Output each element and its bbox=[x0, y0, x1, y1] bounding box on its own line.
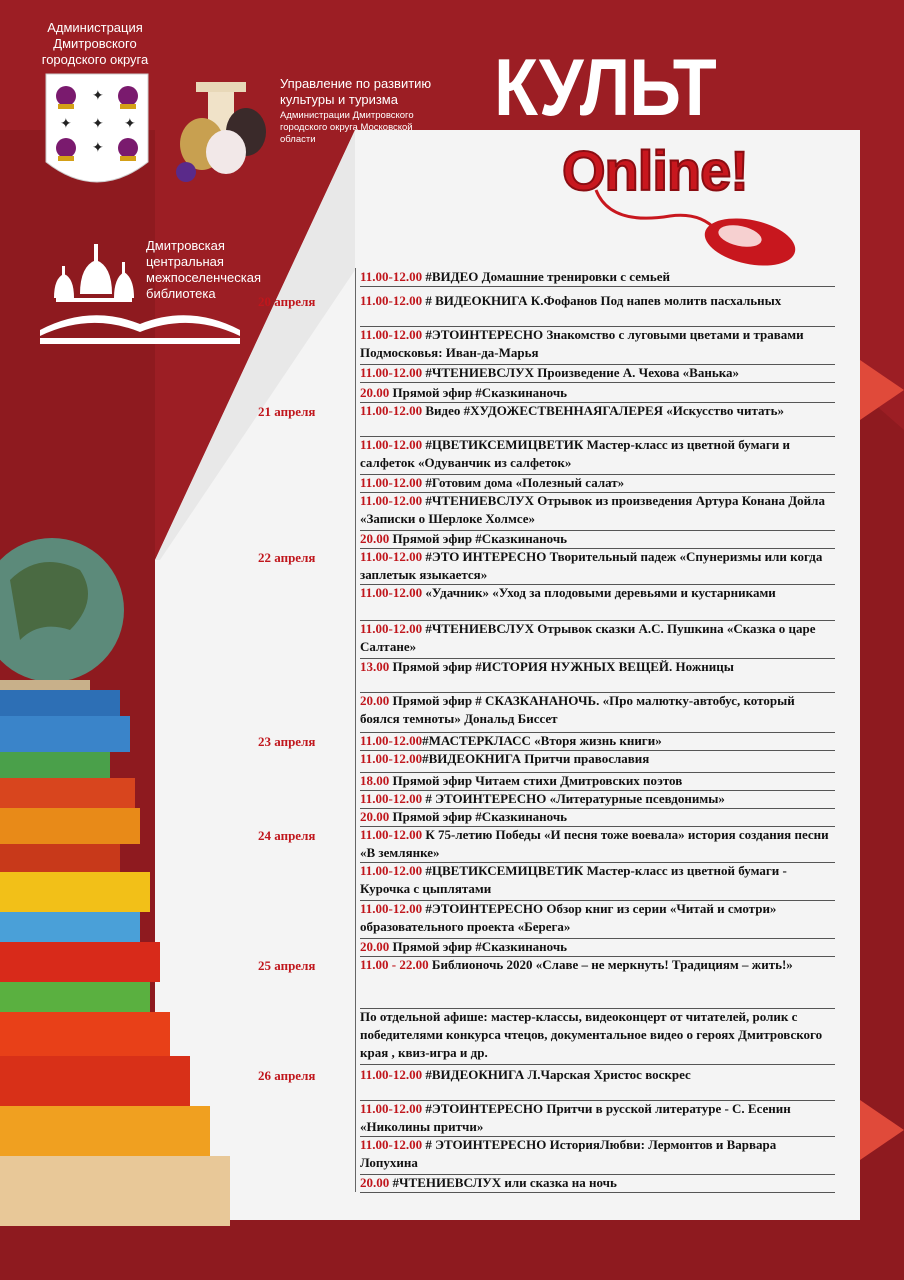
event-text: Видео #ХУДОЖЕСТВЕННАЯГАЛЕРЕЯ «Искусство читать» bbox=[422, 403, 784, 418]
schedule-day-label: 26 апреля bbox=[258, 1068, 316, 1083]
event-text: #ЭТОИНТЕРЕСНО Обзор книг из серии «Читай и смотри» образовательного проекта «Берега» bbox=[360, 901, 777, 934]
schedule-day-label: 24 апреля bbox=[258, 828, 316, 843]
event-text: #ВИДЕОКНИГА Притчи православия bbox=[422, 751, 650, 766]
theatre-emblem-icon bbox=[166, 72, 276, 190]
kult-heading: КУЛЬТ bbox=[494, 43, 716, 133]
event-time: 11.00-12.00 bbox=[360, 437, 423, 452]
event-time: 11.00 - 22.00 bbox=[360, 957, 429, 972]
library-title: Дмитровская центральная межпоселенческая библиотека bbox=[146, 238, 262, 301]
schedule-event bbox=[360, 732, 835, 751]
event-text: #ЧТЕНИЕВСЛУХ или сказка на ночь bbox=[389, 1175, 617, 1190]
event-text: #ЦВЕТИКСЕМИЦВЕТИК Мастер-класс из цветной бумаги - Курочка с цыплятами bbox=[360, 863, 787, 896]
schedule-event bbox=[360, 826, 835, 863]
dept-title: Управление по развитию культуры и туризма bbox=[280, 76, 432, 107]
event-text: # ЭТОИНТЕРЕСНО ИсторияЛюбви: Лермонтов и Варвара Лопухина bbox=[360, 1137, 777, 1170]
schedule-day-label: 20 апреля bbox=[258, 294, 316, 309]
event-text: #ЭТОИНТЕРЕСНО Притчи в русской литературе - С. Есенин «Николины притчи» bbox=[360, 1101, 791, 1134]
schedule-event bbox=[360, 658, 835, 693]
schedule-event bbox=[360, 436, 835, 475]
svg-text:✦: ✦ bbox=[60, 116, 72, 132]
schedule-event bbox=[360, 584, 835, 621]
event-time: 11.00-12.00 bbox=[360, 269, 423, 284]
schedule-divider bbox=[355, 268, 356, 1192]
event-time: 11.00-12.00 bbox=[360, 493, 423, 508]
event-text: К 75-летию Победы «И песня тоже воевала» история создания песни «В землянке» bbox=[360, 827, 829, 860]
schedule-event bbox=[360, 1066, 835, 1101]
event-time: 11.00-12.00 bbox=[360, 733, 423, 748]
event-time: 11.00-12.00 bbox=[360, 901, 423, 916]
schedule-event bbox=[360, 268, 835, 287]
svg-text:✦: ✦ bbox=[92, 140, 104, 156]
schedule-event bbox=[360, 292, 835, 327]
event-text: #ЭТОИНТЕРЕСНО Знакомство с луговыми цветами и травами Подмосковья: Иван-да-Марья bbox=[360, 327, 804, 360]
schedule-event bbox=[360, 862, 835, 901]
event-time: 11.00-12.00 bbox=[360, 365, 423, 380]
schedule-day-label: 23 апреля bbox=[258, 734, 316, 749]
event-time: 11.00-12.00 bbox=[360, 549, 423, 564]
event-time: 11.00-12.00 bbox=[360, 791, 423, 806]
schedule-event bbox=[360, 1008, 835, 1065]
event-text: Прямой эфир #Сказкинаночь bbox=[389, 809, 568, 824]
event-time: 11.00-12.00 bbox=[360, 863, 423, 878]
schedule-event bbox=[360, 956, 835, 1009]
schedule-event bbox=[360, 808, 835, 827]
dept-subtitle: Администрации Дмитровского городского округа Московской области bbox=[280, 110, 414, 145]
event-time: 11.00-12.00 bbox=[360, 751, 423, 766]
books-globe-illustration bbox=[0, 520, 240, 1250]
schedule-event bbox=[360, 402, 835, 437]
schedule-event bbox=[360, 1174, 835, 1193]
svg-text:✦: ✦ bbox=[92, 88, 104, 104]
event-time: 20.00 bbox=[360, 385, 390, 400]
event-time: 11.00-12.00 bbox=[360, 403, 423, 418]
event-text: #ЦВЕТИКСЕМИЦВЕТИК Мастер-класс из цветной бумаги и салфеток «Одуванчик из салфеток» bbox=[360, 437, 790, 470]
event-time: 11.00-12.00 bbox=[360, 585, 423, 600]
schedule-event bbox=[360, 492, 835, 531]
event-time: 11.00-12.00 bbox=[360, 1067, 423, 1082]
svg-text:✦: ✦ bbox=[124, 116, 136, 132]
event-text: Прямой эфир #Сказкинаночь bbox=[389, 531, 568, 546]
schedule-event bbox=[360, 620, 835, 659]
event-time: 11.00-12.00 bbox=[360, 621, 423, 636]
event-text: #ЧТЕНИЕВСЛУХ Отрывок сказки А.С. Пушкина «Сказка о царе Салтане» bbox=[360, 621, 816, 654]
schedule-event bbox=[360, 900, 835, 939]
event-time: 18.00 bbox=[360, 773, 390, 788]
schedule-day-label: 25 апреля bbox=[258, 958, 316, 973]
event-text: Прямой эфир #ИСТОРИЯ НУЖНЫХ ВЕЩЕЙ. Ножницы bbox=[389, 659, 734, 674]
event-time: 11.00-12.00 bbox=[360, 1137, 423, 1152]
event-text: #ВИДЕОКНИГА Л.Чарская Христос воскрес bbox=[422, 1067, 691, 1082]
schedule-event bbox=[360, 772, 835, 791]
schedule-event bbox=[360, 692, 835, 733]
event-text: #ЧТЕНИЕВСЛУХ Отрывок из произведения Артура Конана Дойла «Записки о Шерлоке Холмсе» bbox=[360, 493, 825, 526]
event-time: 20.00 bbox=[360, 531, 390, 546]
event-time: 20.00 bbox=[360, 809, 390, 824]
schedule-event bbox=[360, 1136, 835, 1175]
schedule-event bbox=[360, 530, 835, 549]
event-text: #ВИДЕО Домашние тренировки с семьей bbox=[422, 269, 670, 284]
event-time: 11.00-12.00 bbox=[360, 827, 423, 842]
event-time: 11.00-12.00 bbox=[360, 293, 423, 308]
event-time: 20.00 bbox=[360, 939, 390, 954]
event-text: #МАСТЕРКЛАСС «Вторя жизнь книги» bbox=[422, 733, 662, 748]
event-time: 11.00-12.00 bbox=[360, 327, 423, 342]
event-text: По отдельной афише: мастер-классы, видеоконцерт от читателей, ролик с победителями конкурса чтецов, документальное видео о героях Дмитровского края , квиз-игра и др. bbox=[360, 1009, 823, 1060]
event-text: #Готовим дома «Полезный салат» bbox=[422, 475, 625, 490]
event-text: Библионочь 2020 «Славе – не меркнуть! Традициям – жить!» bbox=[428, 957, 793, 972]
schedule-event bbox=[360, 750, 835, 773]
event-text: # ЭТОИНТЕРЕСНО «Литературные псевдонимы» bbox=[422, 791, 725, 806]
event-text: «Удачник» «Уход за плодовыми деревьями и кустарниками bbox=[422, 585, 776, 600]
schedule-event bbox=[360, 474, 835, 493]
event-text: # ВИДЕОКНИГА К.Фофанов Под напев молитв пасхальных bbox=[422, 293, 782, 308]
event-text: #ЧТЕНИЕВСЛУХ Произведение А. Чехова «Ванька» bbox=[422, 365, 739, 380]
coat-of-arms-icon bbox=[44, 72, 150, 194]
schedule-day-label: 22 апреля bbox=[258, 550, 316, 565]
online-heading: Online! bbox=[562, 139, 748, 202]
schedule-event bbox=[360, 1100, 835, 1137]
event-text: Прямой эфир # СКАЗКАНАНОЧЬ. «Про малютку-автобус, который боялся темноты» Дональд Биссет bbox=[360, 693, 795, 726]
schedule-event bbox=[360, 364, 835, 383]
event-text: #ЭТО ИНТЕРЕСНО Творительный падеж «Спунеризмы или когда заплетык языкается» bbox=[360, 549, 823, 582]
event-text: Прямой эфир #Сказкинаночь bbox=[389, 385, 568, 400]
event-time: 20.00 bbox=[360, 1175, 390, 1190]
schedule-day-label: 21 апреля bbox=[258, 404, 316, 419]
svg-text:✦: ✦ bbox=[92, 116, 104, 132]
event-text: Прямой эфир #Сказкинаночь bbox=[389, 939, 568, 954]
schedule-event bbox=[360, 384, 835, 403]
schedule-event bbox=[360, 326, 835, 365]
schedule-event bbox=[360, 548, 835, 585]
mouse-icon bbox=[590, 186, 800, 272]
event-text: Прямой эфир Читаем стихи Дмитровских поэтов bbox=[389, 773, 683, 788]
admin-title: Администрация Дмитровского городского округа bbox=[41, 20, 149, 67]
schedule-event bbox=[360, 790, 835, 809]
schedule-event bbox=[360, 938, 835, 957]
event-time: 11.00-12.00 bbox=[360, 475, 423, 490]
event-time: 20.00 bbox=[360, 693, 390, 708]
event-time: 11.00-12.00 bbox=[360, 1101, 423, 1116]
event-time: 13.00 bbox=[360, 659, 390, 674]
